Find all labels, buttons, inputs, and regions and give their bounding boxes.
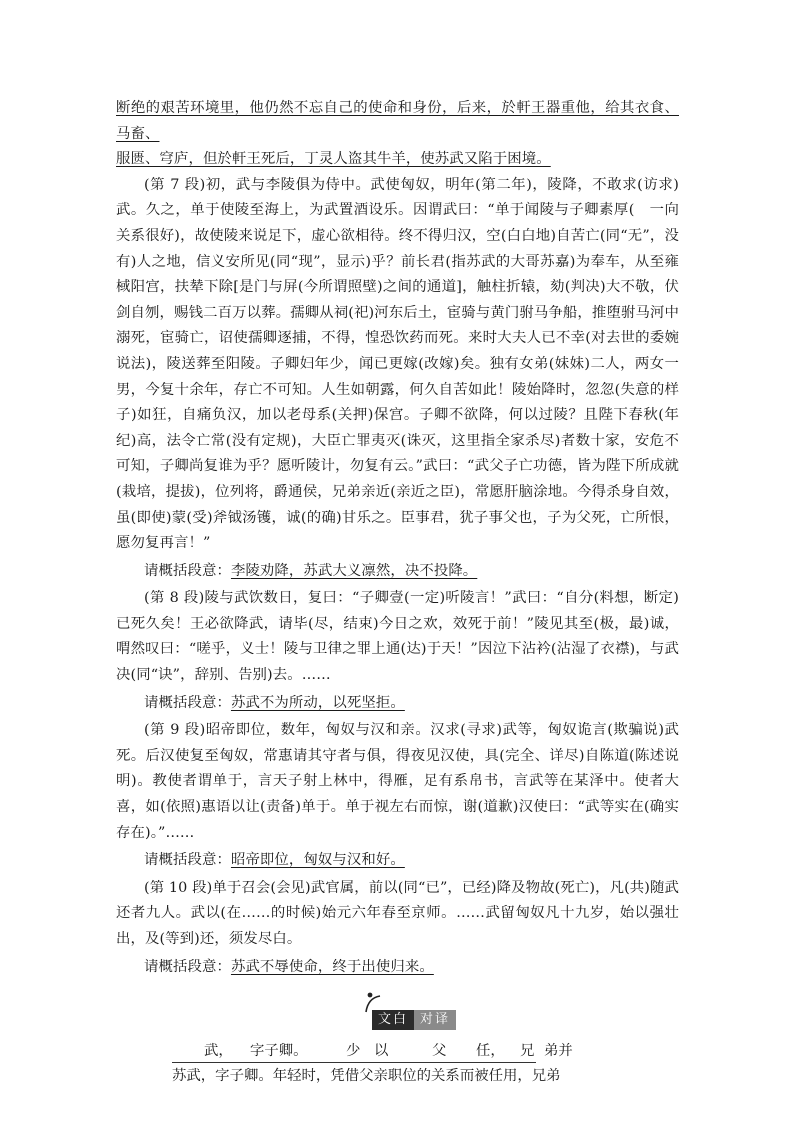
summary-answer: 李陵劝降，苏武大义凛然，决不投降。 — [230, 562, 478, 579]
translation-line: 苏武，字子卿。年轻时，凭借父亲职位的关系而被任用，兄弟 — [172, 1068, 561, 1085]
summary-answer: 昭帝即位，匈奴与汉和好。 — [230, 852, 405, 869]
summary-8 — [116, 691, 679, 717]
summary-label: 请概括段意： — [144, 562, 231, 579]
summary-10 — [116, 955, 679, 981]
original-word: 任， — [476, 1043, 505, 1060]
paragraph-10: (第 10 段)单于召会(会见)武官属，前以(同“已”，已经)降及物故(死亡)，凡(共)随武还者九人。武以(在……的时候)始元六年春至京师。……武留匈奴凡十九岁，始以强壮出，及(等到)还，须发尽白。 — [116, 879, 679, 947]
summary-label: 请概括段意： — [144, 694, 231, 711]
paragraph-7: (第 7 段)初，武与李陵俱为侍中。武使匈奴，明年(第二年)，陵降，不敢求(访求)武。久之，单于使陵至海上，为武置酒设乐。因谓武曰：“单于闻陵与子卿素厚( 一向关系很好)，故使陵来说足下，虚心欲相待。终不得归汉，空(白白地)自苦亡(同“无”，没有)人之地，信义安所见(同“现”，显示)乎？前长君(指苏武的大哥苏嘉)为奉车，从至雍棫阳宫，扶辇下除[是门与屏(今所谓照壁)之间的通道]，触柱折辕，劾(判决)大不敬，伏剑自刎，赐钱二百万以葬。孺卿从祠(祀)河东后土，宦骑与黄门驸马争船，推堕驸马河中溺死，宦骑亡，诏使孺卿逐捕，不得，惶恐饮药而死。来时大夫人已不幸(对去世的委婉说法)，陵送葬至阳陵。子卿妇年少，闻已更嫁(改嫁)矣。独有女弟(妹妹)二人，两女一男，今复十余年，存亡不可知。人生如朝露，何久自苦如此！陵始降时，忽忽(失意的样子)如狂，自痛负汉，加以老母系(关押)保宫。子卿不欲降，何以过陵？且陛下春秋(年纪)高，法令亡常(没有定规)，大臣亡罪夷灭(诛灭，这里指全家杀尽)者数十家，安危不可知，子卿尚复谁为乎？愿听陵计，勿复有云。”武曰：“武父子亡功德，皆为陛下所成就(栽培，提拔)，位列将，爵通侯，兄弟亲近(亲近之臣)，常愿肝脑涂地。今得杀身自效，虽(即使)蒙(受)斧钺汤镬，诚(的确)甘乐之。臣事君，犹子事父也，子为父死，亡所恨，愿勿复再言！” — [116, 176, 679, 552]
paragraph-9: (第 9 段)昭帝即位，数年，匈奴与汉和亲。汉求(寻求)武等，匈奴诡言(欺骗说)武死。后汉使复至匈奴，常惠请其守者与俱，得夜见汉使，具(完全、详尽)自陈道(陈述说明)。教使者谓单于，言天子射上林中，得雁，足有系帛书，言武等在某泽中。使者大喜，如(依照)惠语以让(责备)单于。单于视左右而惊，谢(道歉)汉使曰：“武等实在(确实存在)。”…… — [116, 722, 679, 841]
summary-7 — [116, 559, 679, 585]
summary-answer: 苏武不为所动，以死坚拒。 — [230, 694, 405, 711]
section-banner — [116, 992, 679, 1040]
banner-badge — [372, 1010, 456, 1030]
banner-label-2: 对译 — [414, 1010, 456, 1030]
document-page — [116, 96, 679, 1087]
intro-line-2: 服匮、穹庐，但於軒王死后，丁灵人盗其牛羊，使苏武又陷于困境。 — [116, 151, 551, 168]
original-word: 字子卿。 — [250, 1043, 308, 1060]
original-word: 兄 — [520, 1043, 535, 1060]
summary-9 — [116, 848, 679, 874]
original-word: 以 — [374, 1043, 389, 1060]
summary-label: 请概括段意： — [144, 852, 231, 869]
original-word: 少 — [346, 1043, 361, 1060]
intro-line-1: 断绝的艰苦环境里，他仍然不忘自己的使命和身份，后来，於軒王器重他，给其衣食、马畜、 — [116, 100, 679, 142]
paragraph-8: (第 8 段)陵与武饮数日，复曰：“子卿壹(一定)听陵言！”武曰：“自分(料想，断定)已死久矣！王必欲降武，请毕(尽，结束)今日之欢，效死于前！”陵见其至(极，最)诚，喟然叹曰：“嗟乎，义士！陵与卫律之罪上通(达)于天！”因泣下沾衿(沾湿了衣襟)，与武决(同“诀”，辞别、告别)去。…… — [116, 590, 679, 684]
banner-label-1: 文白 — [372, 1010, 414, 1030]
original-word: 父 — [432, 1043, 447, 1060]
summary-answer: 苏武不辱使命，终于出使归来。 — [230, 958, 434, 975]
summary-label: 请概括段意： — [144, 958, 231, 975]
divider — [172, 1062, 536, 1063]
original-word: 弟并 — [544, 1043, 573, 1060]
original-text-line — [116, 1040, 679, 1062]
original-word: 武， — [204, 1043, 233, 1060]
